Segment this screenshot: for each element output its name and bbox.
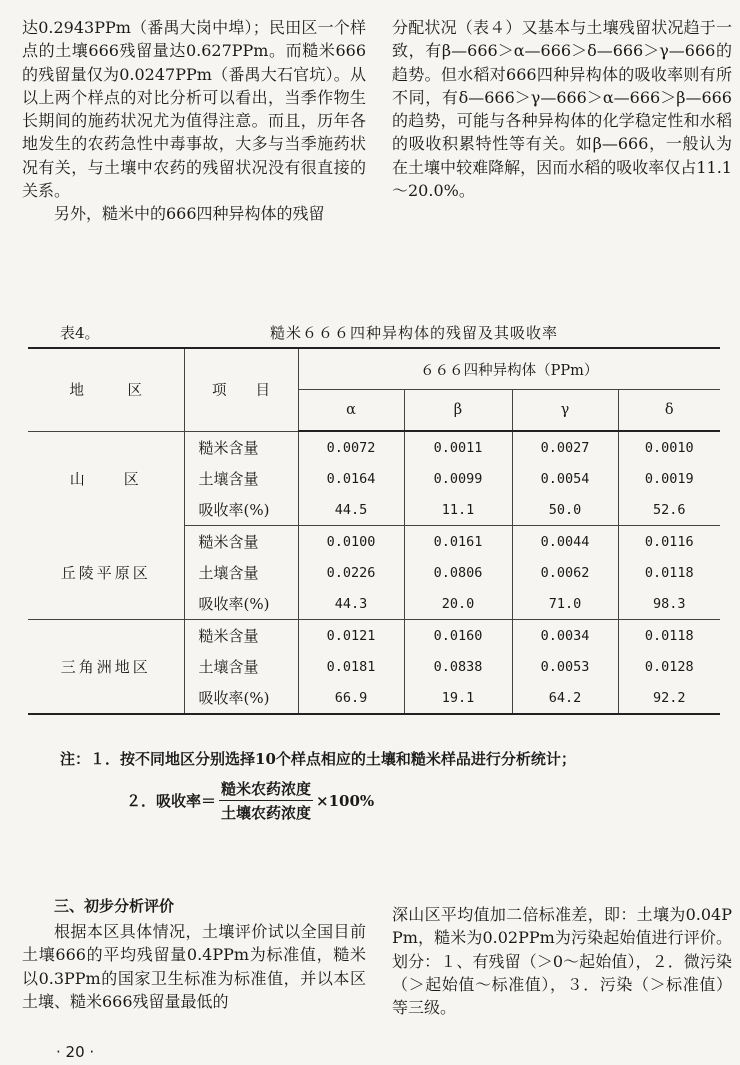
value-cell: 0.0099: [404, 463, 512, 494]
table-caption: [30, 322, 720, 344]
value-cell: 0.0072: [298, 431, 404, 463]
header-gamma: γ: [512, 390, 618, 432]
paragraph: 根据本区具体情况，土壤评价试以全国目前土壤666的平均残留量0.4PPm为标准值，糙米以0.3PPm的国家卫生标准为标准值，并以本区土壤、糙米666残留量最低的: [22, 922, 366, 1011]
value-cell: 0.0053: [512, 651, 618, 682]
paragraph: 另外，糙米中的666四种异构体的残留: [54, 204, 325, 224]
region-cell: 丘陵平原区: [28, 526, 184, 620]
formula-fraction: [219, 778, 313, 823]
header-region: 地 区: [28, 348, 184, 431]
paragraph: 深山区平均值加二倍标准差，即：土壤为0.04PPm，糙米为0.02PPm为污染起始值进行评价。划分：１、有残留（＞0～起始值），２．微污染（＞起始值～标准值），３．污染（＞标准值）等三级。: [392, 905, 732, 1018]
item-cell: 土壤含量: [184, 557, 298, 588]
value-cell: 0.0027: [512, 431, 618, 463]
item-cell: 吸收率(%): [184, 588, 298, 620]
value-cell: 44.5: [298, 494, 404, 526]
region-cell: 三角洲地区: [28, 620, 184, 715]
text-column-top-right: [392, 16, 732, 202]
value-cell: 0.0181: [298, 651, 404, 682]
text-column-top-left: [22, 16, 366, 226]
page-number: · 20 ·: [56, 1043, 95, 1061]
value-cell: 0.0806: [404, 557, 512, 588]
value-cell: 0.0838: [404, 651, 512, 682]
value-cell: 92.2: [618, 682, 720, 714]
value-cell: 71.0: [512, 588, 618, 620]
formula-denominator: 土壤农药浓度: [221, 804, 312, 822]
item-cell: 吸收率(%): [184, 494, 298, 526]
text-column-bottom-left: [22, 920, 366, 1013]
value-cell: 0.0062: [512, 557, 618, 588]
note-1: 注：１．按不同地区分别选择10个样点相应的土壤和糙米样品进行分析统计；: [60, 750, 576, 768]
text-column-bottom-right: [392, 903, 732, 1019]
value-cell: 0.0116: [644, 533, 694, 550]
value-cell: 52.6: [618, 494, 720, 526]
header-isomer-group: ６６６四种异构体（PPm）: [298, 348, 720, 390]
header-beta: β: [404, 390, 512, 432]
item-cell: 吸收率(%): [184, 682, 298, 714]
note-2-formula: [126, 778, 374, 823]
header-item: 项 目: [184, 348, 298, 431]
item-cell: 糙米含量: [184, 620, 298, 652]
section-heading: 三、初步分析评价: [54, 897, 175, 915]
value-cell: 50.0: [512, 494, 618, 526]
value-cell: 64.2: [512, 682, 618, 714]
value-cell: 0.0164: [298, 463, 404, 494]
item-cell: 糙米含量: [184, 431, 298, 463]
item-cell: 土壤含量: [184, 651, 298, 682]
value-cell: 98.3: [618, 588, 720, 620]
value-cell: 0.0161: [404, 526, 512, 558]
value-cell: 0.0019: [644, 470, 694, 487]
table-row: [28, 526, 720, 558]
table-title: 糙米６６６四种异构体的残留及其吸收率: [270, 324, 559, 342]
table-row: [28, 431, 720, 463]
table-row: [28, 620, 720, 652]
header-delta: δ: [618, 390, 720, 432]
value-cell: 0.0121: [298, 620, 404, 652]
value-cell: 0.0128: [644, 658, 694, 675]
region-cell: 山 区: [28, 431, 184, 526]
value-cell: 0.0044: [512, 526, 618, 558]
value-cell: 20.0: [404, 588, 512, 620]
item-cell: 糙米含量: [184, 526, 298, 558]
formula-numerator: 糙米农药浓度: [219, 778, 313, 801]
value-cell: 0.0054: [512, 463, 618, 494]
value-cell: 0.0226: [298, 557, 404, 588]
value-cell: 11.1: [404, 494, 512, 526]
value-cell: 66.9: [298, 682, 404, 714]
value-cell: 0.0100: [298, 526, 404, 558]
header-alpha: α: [298, 390, 404, 432]
value-cell: 0.0010: [644, 439, 694, 456]
value-cell: 0.0160: [404, 620, 512, 652]
residue-table: [28, 347, 720, 715]
value-cell: 0.0118: [644, 564, 694, 581]
table-number: 表4。: [60, 324, 100, 342]
value-cell: 0.0118: [644, 627, 694, 644]
value-cell: 0.0011: [404, 431, 512, 463]
formula-suffix: ×100%: [316, 791, 375, 810]
paragraph: 达0.2943PPm（番禺大岗中埠）；民田区一个样点的土壤666残留量达0.627PPm。而糙米666的残留量仅为0.0247PPm（番禺大石官坑）。从以上两个样点的对比分析可以看出，当季作物生长期间的施药状况尤为值得注意。而且，历年各地发生的农药急性中毒事故，大多与当季施药状况有关，与土壤中农药的残留状况没有很直接的关系。: [22, 18, 366, 201]
paragraph: 分配状况（表４）又基本与土壤残留状况趋于一致，有β—666＞α—666＞δ—666＞γ—666的趋势。但水稻对666四种异构体的吸收率则有所不同，有δ—666＞γ—666＞α—666＞β—666的趋势，可能与各种异构体的化学稳定性和水稻的吸收积累特性等有关。如β—666，一般认为在土壤中较难降解，因而水稻的吸收率仅占11.1～20.0%。: [392, 18, 732, 201]
value-cell: 19.1: [404, 682, 512, 714]
item-cell: 土壤含量: [184, 463, 298, 494]
value-cell: 0.0034: [512, 620, 618, 652]
value-cell: 44.3: [298, 588, 404, 620]
formula-prefix: ２．吸收率＝: [126, 792, 217, 810]
